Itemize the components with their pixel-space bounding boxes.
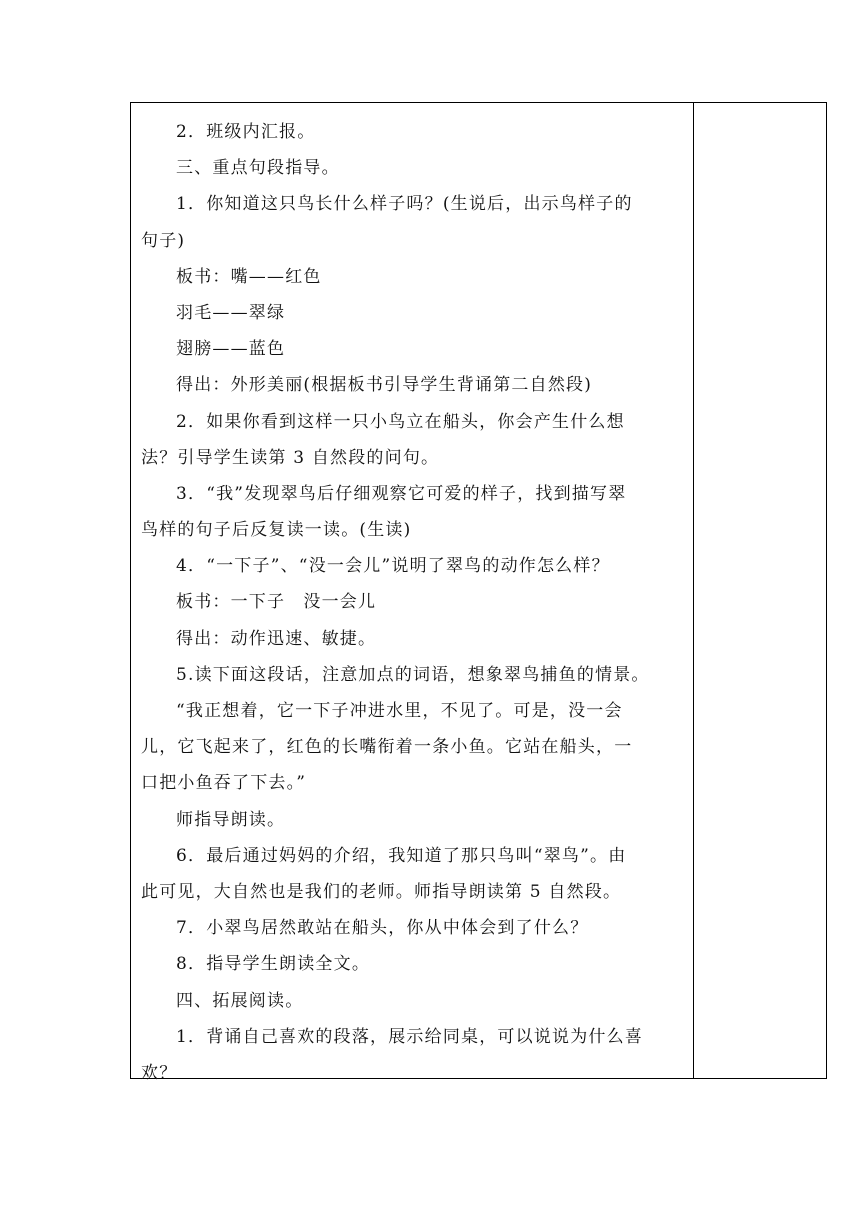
text-line: 板书：一下子 没一会儿 — [176, 592, 377, 613]
quote-line: 口把小鱼吞了下去。” — [141, 773, 307, 794]
lesson-table — [130, 102, 827, 1083]
lesson-content-cell — [131, 103, 693, 1083]
text-line: 6．最后通过妈妈的介绍，我知道了那只鸟叫“翠鸟”。由 — [176, 845, 627, 866]
text-line: 1．你知道这只鸟长什么样子吗？(生说后，出示鸟样子的 — [176, 194, 633, 215]
text-line: 得出：外形美丽(根据板书引导学生背诵第二自然段) — [176, 375, 593, 396]
quote-line: 儿，它飞起来了，红色的长嘴衔着一条小鱼。它站在船头，一 — [141, 737, 633, 758]
text-line: 2．如果你看到这样一只小鸟立在船头，你会产生什么想 — [176, 411, 625, 432]
text-line: 翅膀——蓝色 — [176, 339, 286, 360]
text-line: 师指导朗读。 — [176, 809, 286, 830]
text-line: 羽毛——翠绿 — [176, 302, 286, 323]
text-line: 7．小翠鸟居然敢站在船头，你从中体会到了什么？ — [176, 918, 589, 939]
quote-line: “我正想着，它一下子冲进水里，不见了。可是，没一会 — [176, 701, 623, 721]
text-line: 法？引导学生读第 3 自然段的问句。 — [141, 447, 440, 468]
text-line: 4．“一下子”、“没一会儿”说明了翠鸟的动作怎么样？ — [176, 556, 610, 577]
text-line: 句子) — [141, 230, 186, 251]
text-line: 板书：嘴——红色 — [176, 266, 322, 287]
text-line: 1．背诵自己喜欢的段落，展示给同桌，可以说说为什么喜 — [176, 1026, 644, 1047]
text-line: 欢？ — [141, 1062, 178, 1083]
text-line: 3．“我”发现翠鸟后仔细观察它可爱的样子，找到描写翠 — [176, 483, 627, 504]
text-line: 得出：动作迅速、敏捷。 — [176, 628, 377, 649]
section-heading: 三、重点句段指导。 — [176, 158, 340, 179]
text-line: 8．指导学生朗读全文。 — [176, 954, 371, 975]
notes-cell — [694, 103, 826, 1078]
section-heading: 四、拓展阅读。 — [176, 990, 304, 1011]
text-line: 鸟样的句子后反复读一读。(生读) — [141, 520, 412, 541]
text-line: 2．班级内汇报。 — [176, 122, 316, 142]
text-line: 5.读下面这段话，注意加点的词语，想象翠鸟捕鱼的情景。 — [176, 664, 650, 685]
text-line: 此可见，大自然也是我们的老师。师指导朗读第 5 自然段。 — [141, 881, 622, 902]
